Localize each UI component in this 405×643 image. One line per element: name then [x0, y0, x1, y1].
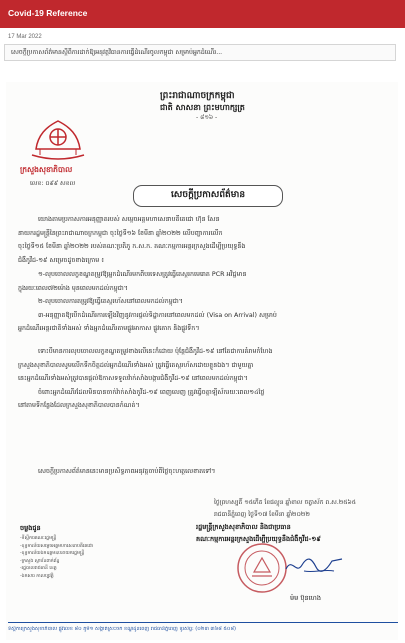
reference-number: លេខ: ០៩៩ សខល — [30, 180, 76, 187]
document-title: សេចក្តីប្រកាសព័ត៌មាន — [133, 185, 283, 207]
body-line: ចំពោះអ្នកដំណើរដែលមិនបានចាក់វ៉ាក់សាំងកូវីដ-១៩ ពេញលេញ ត្រូវធ្វើចត្តាឡីស័ករយៈពេល១៤ថ្ងៃ — [38, 388, 265, 396]
signature-icon — [284, 553, 344, 577]
body-line: ក្រសួងសុខាភិបាលសូមលើកទឹកចិត្តដល់អ្នកដំណើរទាំងអស់ ត្រូវធ្វើតេស្តរហ័សដោយខ្លួនឯង។ ជាមួយគ្នា — [18, 361, 254, 369]
cc-item: -ខុទ្ទកាល័យឯកឧត្តមឧបនាយករដ្ឋមន្ត្រី — [20, 551, 85, 556]
closing-line: សេចក្តីប្រកាសព័ត៌មាននេះមានប្រសិទ្ធភាពអនុវត្តចាប់ពីថ្ងៃចុះហត្ថលេខាតទៅ។ — [38, 468, 216, 475]
body-line: ទោះបីមានការលុបចោលលក្ខខណ្ឌតម្រូវខាងលើនេះក៏ដោយ ប៉ុន្តែជំងឺកូវីដ-១៩ នៅតែជាការគំរាមកំហែង — [38, 348, 273, 355]
point-line: អ្នកដំណើរអន្តរជាតិទាំងអស់ ទាំងអ្នកដំណើរតាមផ្លូវអាកាស ផ្លូវគោក និងផ្លូវទឹក។ — [18, 325, 200, 332]
cc-item: -ខុទ្ទកាល័យសម្តេចអគ្គមហាសេនាបតីតេជោ — [20, 543, 94, 549]
decision-points — [18, 268, 392, 336]
kingdom-heading: ព្រះរាជាណាចក្រកម្ពុជា — [160, 91, 235, 101]
solar-date: រាជធានីភ្នំពេញ ថ្ងៃទី១៧ ខែមីនា ឆ្នាំ២០២២ — [214, 511, 310, 518]
post-headline[interactable]: សេចក្តីប្រកាសព័ត៌មានស្តីពីការដាក់ឱ្យអនុវត្តវិធានការធ្វើដំណើរចូលកម្ពុជា សម្រាប់អ្នកដំណើរ... — [4, 44, 396, 61]
lunar-date: ថ្ងៃព្រហស្បតិ៍ ១៥កើត ខែផល្គុន ឆ្នាំខាល ចត្វាស័ក ព.ស.២៥៦៥ — [214, 499, 357, 506]
point-line: ១-លុបចោលលក្ខខណ្ឌតម្រូវឱ្យអ្នកដំណើរមកពីបរទេសត្រូវធ្វើតេស្តរកមេរោគ PCR អវិជ្ជមាន — [38, 271, 247, 278]
intro-line: ចុះថ្ងៃទី១៥ ខែមីនា ឆ្នាំ២០២២ របស់គណៈប្រតិភូ ក.ស.ក. គណៈកម្មការអន្តរក្រសួងដើម្បីប្រយុទ្ធនឹង — [18, 243, 246, 250]
intro-line: នាយករដ្ឋមន្ត្រីនៃព្រះរាជាណាចក្រកម្ពុជា ចុះថ្ងៃទី១៦ ខែមីនា ឆ្នាំ២០២២ លើបញ្ហាការលើក — [18, 229, 223, 237]
body-paragraph — [18, 345, 392, 413]
cc-item: -ទីស្តីការគណៈរដ្ឋមន្ត្រី — [20, 536, 57, 541]
document-date — [214, 497, 356, 521]
cc-item: -ឯកសារ កាលប្បវត្តិ — [20, 573, 54, 579]
intro-line: ជំងឺកូវីដ-១៩ សម្រេចដូចខាងក្រោម ៖ — [18, 256, 104, 264]
motto-heading: ជាតិ សាសនា ព្រះមហាក្សត្រ — [160, 103, 245, 112]
footer-divider — [8, 622, 398, 623]
post-date: 17 Mar 2022 — [8, 34, 42, 40]
app-title[interactable]: Covid-19 Reference — [8, 8, 88, 18]
intro-paragraph — [18, 213, 392, 267]
document-footer: ទីស្តីការក្រសួងសុខាភិបាល ផ្លូវលេខ ៨០ ភូមិ១ សង្កាត់ស្រះចក ខណ្ឌដូនពេញ រាជធានីភ្នំពេញ ទូរស័ព្ទ: (០២៣ ៣៦៨ ៥០៨) — [8, 626, 236, 632]
ministry-name: ក្រសួងសុខាភិបាល — [20, 165, 73, 174]
app-header — [0, 0, 405, 28]
heading-ornament: - ៨១៦ - — [196, 114, 218, 121]
cc-label: ចម្លងជូន — [20, 524, 41, 532]
cc-item: -រដ្ឋបាលរាជធានី ខេត្ត — [20, 566, 57, 571]
body-line: នេះអ្នកដំណើរទាំងអស់ត្រូវបានផ្តល់ឱកាសទទួលវ៉ាក់សាំងបង្ការជំងឺកូវីដ-១៩ នៅពេលមកដល់កម្ពុជា។ — [18, 375, 248, 382]
signatory-title-line: គណៈកម្មការអន្តរក្រសួងដើម្បីប្រយុទ្ធនឹងជំងឺកូវីដ-១៩ — [196, 535, 321, 543]
intro-line: យោងតាមប្រកាសការអនុញ្ញាតរបស់ សម្តេចអគ្គមហាសេនាបតីតេជោ ហ៊ុន សែន — [38, 216, 220, 223]
body-line: នៅតាមទីកន្លែងដែលក្រសួងសុខាភិបាលបានកំណត់។ — [18, 402, 140, 409]
cc-list — [20, 535, 93, 580]
point-line: ២-លុបចោលការតម្រូវឱ្យធ្វើតេស្តរហ័សនៅពេលមកដល់កម្ពុជា។ — [38, 298, 183, 305]
point-line: ក្នុងរយៈពេល៧២ម៉ោង មុនពេលមកដល់កម្ពុជា។ — [18, 284, 128, 292]
official-stamp-icon — [236, 542, 288, 594]
closing-paragraph — [18, 465, 392, 479]
point-line: ៣-អនុញ្ញាតឱ្យបើកដំណើរការឡើងវិញនូវការផ្តល់ទិដ្ឋាការនៅពេលមកដល់ (Visa on Arrival) សម្រាប់ — [38, 311, 277, 319]
ministry-emblem-icon — [26, 117, 90, 163]
cc-item: -ក្រសួង ស្ថាប័នពាក់ព័ន្ធ — [20, 558, 60, 564]
signer-name: ម៉ម ប៊ុនហេង — [290, 594, 321, 602]
signatory-title-line: រដ្ឋមន្ត្រីក្រសួងសុខាភិបាល និងជាប្រធាន — [196, 523, 291, 531]
